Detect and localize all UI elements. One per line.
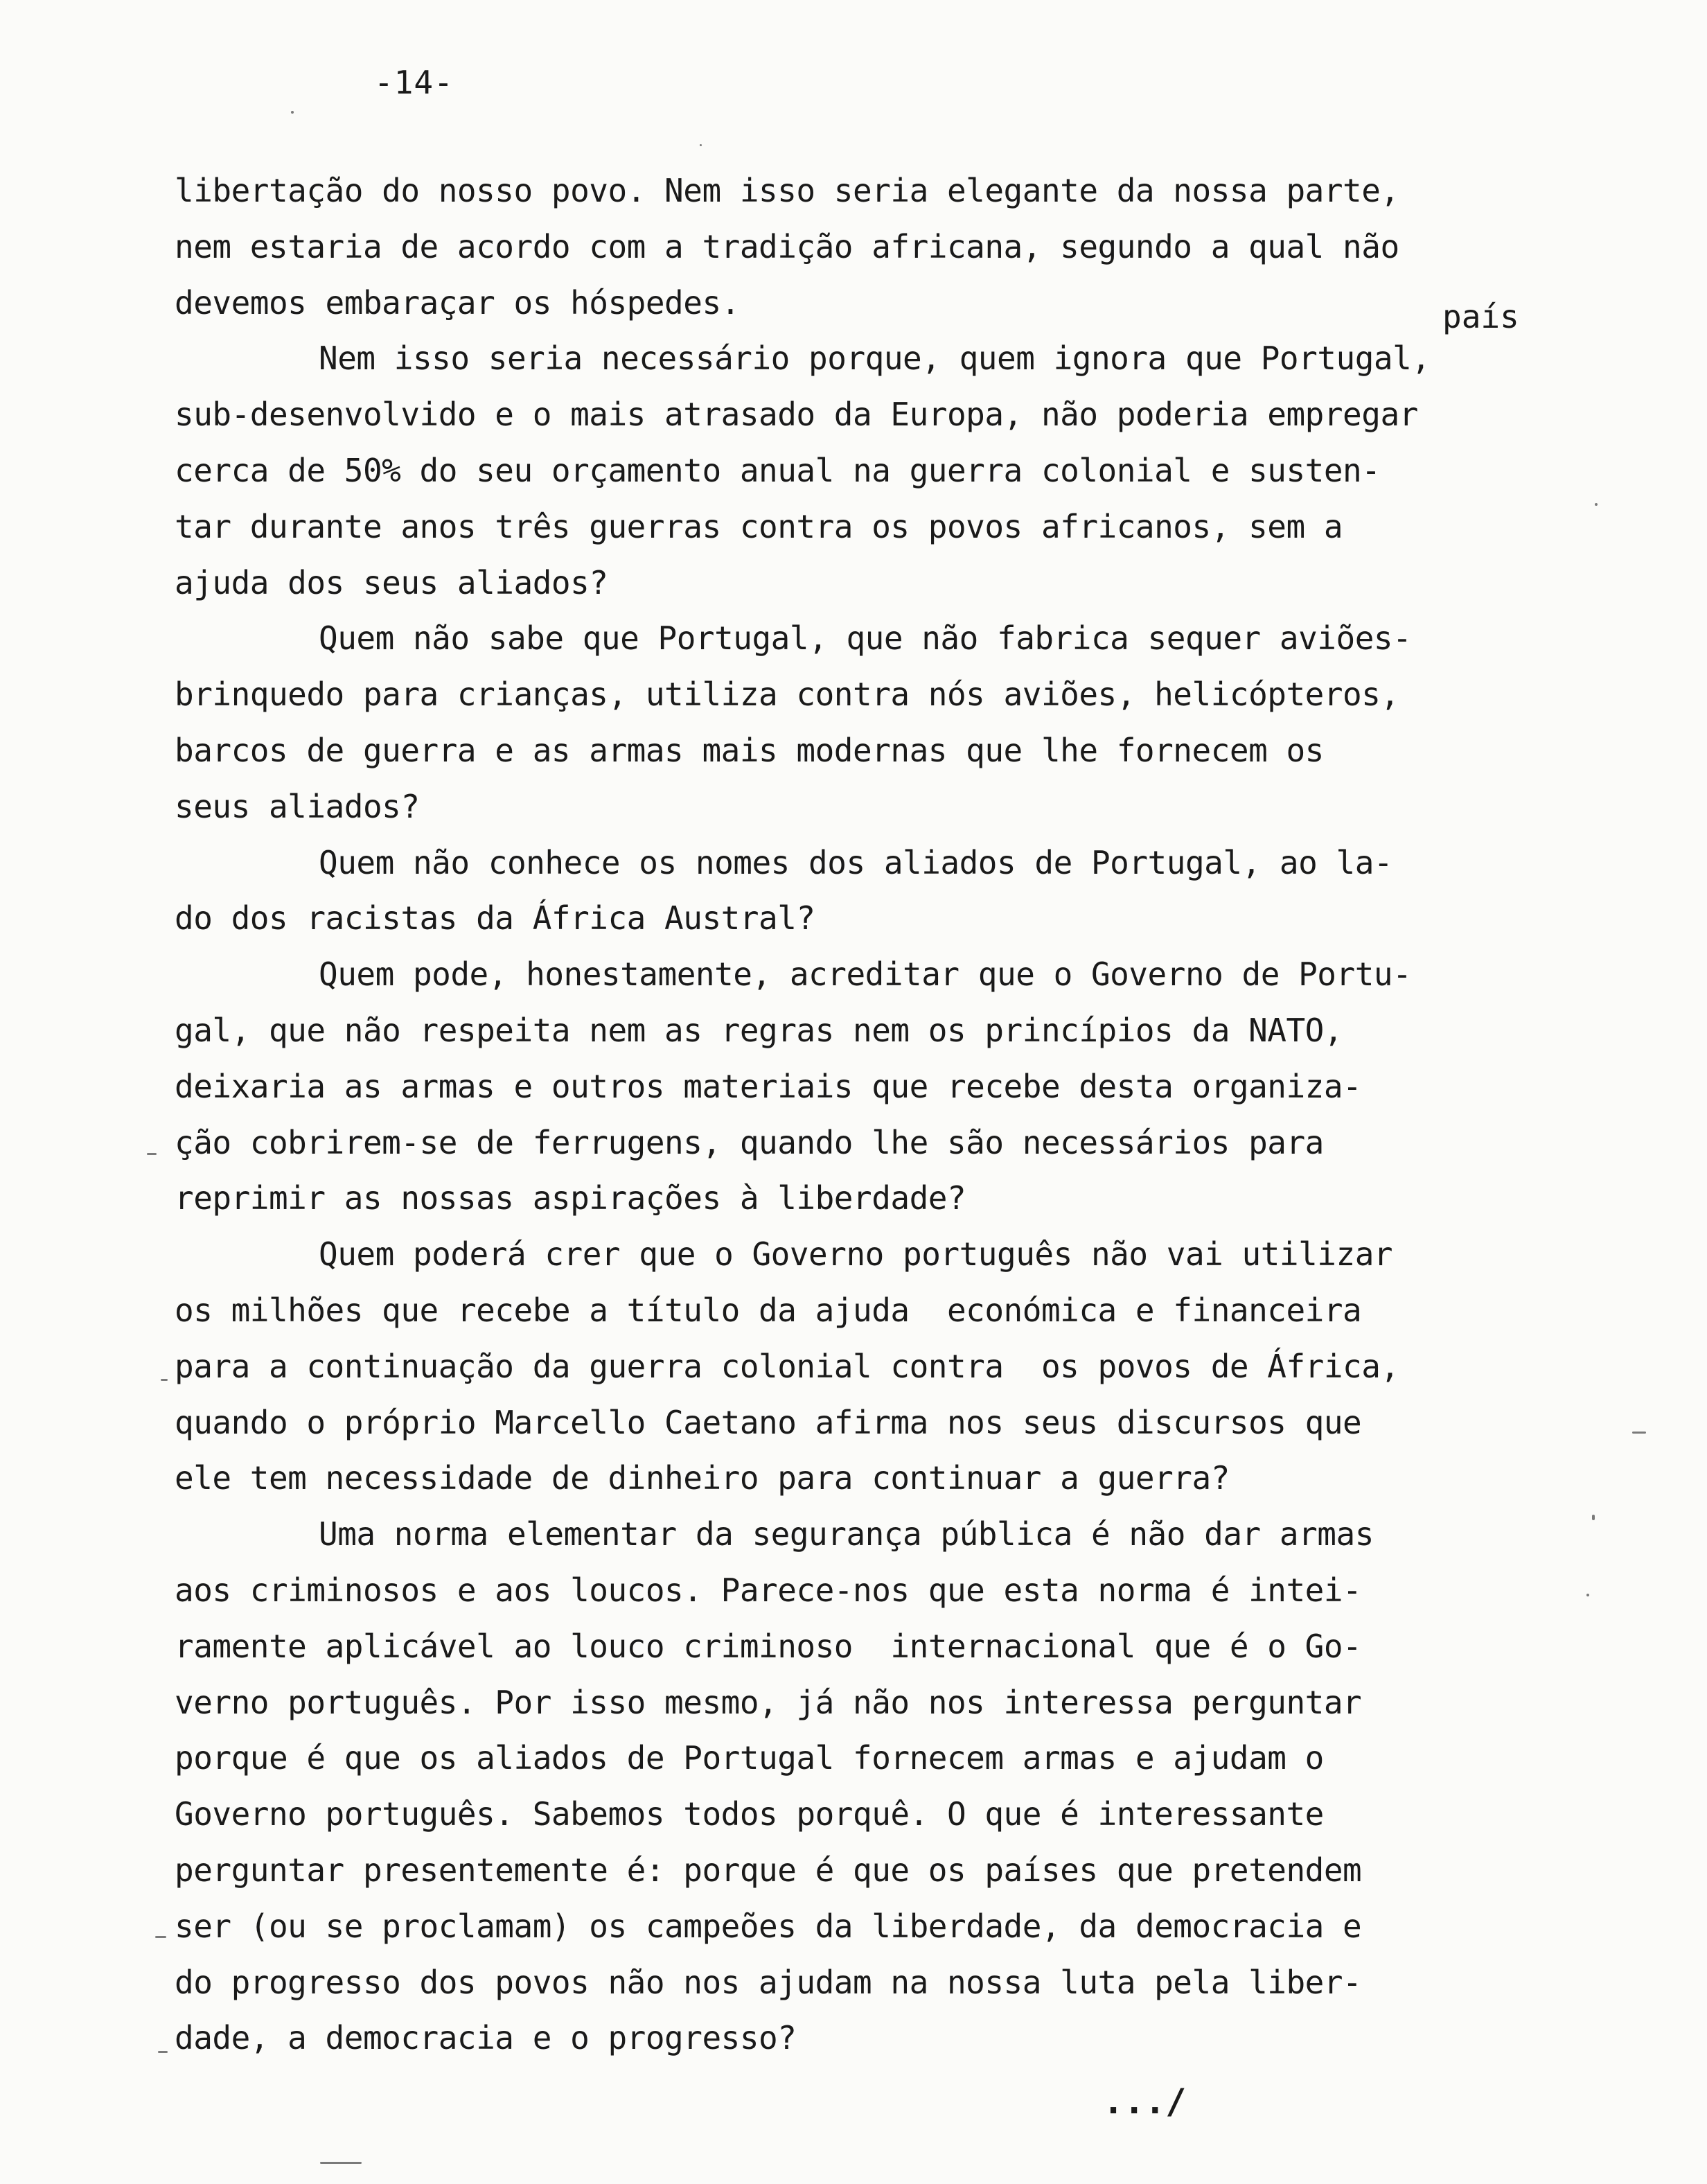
text-line: sub-desenvolvido e o mais atrasado da Europa, não poderia empregar: [175, 396, 1418, 433]
text-line: Quem poderá crer que o Governo português não vai utilizar: [319, 1235, 1393, 1273]
scan-speck: [147, 1153, 157, 1155]
scan-speck: [1632, 1432, 1646, 1434]
text-line: devemos embaraçar os hóspedes.: [175, 284, 740, 322]
text-line: do progresso dos povos não nos ajudam na nossa luta pela liber-: [175, 1964, 1362, 2001]
text-line: gal, que não respeita nem as regras nem os princípios da NATO,: [175, 1012, 1343, 1049]
text-line: perguntar presentemente é: porque é que os países que pretendem: [175, 1851, 1362, 1889]
scan-speck: [291, 111, 294, 114]
scan-speck: [155, 1936, 166, 1938]
continuation-mark: .../: [1103, 2081, 1187, 2122]
text-line: libertação do nosso povo. Nem isso seria elegante da nossa parte,: [175, 172, 1399, 209]
text-line: ção cobrirem-se de ferrugens, quando lhe são necessários para: [175, 1124, 1324, 1161]
scan-speck: [1592, 1515, 1595, 1520]
text-line: porque é que os aliados de Portugal fornecem armas e ajudam o: [175, 1739, 1324, 1777]
text-line: ele tem necessidade de dinheiro para continuar a guerra?: [175, 1459, 1230, 1497]
scan-speck: [1586, 1594, 1589, 1596]
text-line: Quem não conhece os nomes dos aliados de Portugal, ao la-: [319, 844, 1393, 881]
text-line: do dos racistas da África Austral?: [175, 899, 815, 937]
scan-speck: [158, 2051, 168, 2053]
text-line: quando o próprio Marcello Caetano afirma nos seus discursos que: [175, 1404, 1362, 1441]
text-line: verno português. Por isso mesmo, já não nos interessa perguntar: [175, 1684, 1362, 1721]
text-line: aos criminosos e aos loucos. Parece-nos que esta norma é intei-: [175, 1571, 1362, 1609]
text-line: nem estaria de acordo com a tradição africana, segundo a qual não: [175, 228, 1399, 265]
scan-speck: [161, 1379, 168, 1381]
text-line: reprimir as nossas aspirações à liberdade?: [175, 1179, 966, 1217]
text-line: barcos de guerra e as armas mais modernas que lhe fornecem os: [175, 732, 1324, 769]
page-number: -14-: [374, 64, 454, 101]
text-line: os milhões que recebe a título da ajuda económica e financeira: [175, 1292, 1362, 1329]
margin-note: país: [1442, 298, 1519, 335]
text-line: seus aliados?: [175, 788, 420, 825]
text-line: para a continuação da guerra colonial contra os povos de África,: [175, 1348, 1399, 1385]
text-line: Uma norma elementar da segurança pública é não dar armas: [319, 1515, 1374, 1553]
text-line: tar durante anos três guerras contra os povos africanos, sem a: [175, 508, 1343, 545]
text-line: dade, a democracia e o progresso?: [175, 2019, 797, 2057]
text-line: Governo português. Sabemos todos porquê. O que é interessante: [175, 1795, 1324, 1833]
text-line: Quem pode, honestamente, acreditar que o Governo de Portu-: [319, 956, 1412, 993]
text-line: ramente aplicável ao louco criminoso internacional que é o Go-: [175, 1628, 1362, 1665]
text-line: ser (ou se proclamam) os campeões da liberdade, da democracia e: [175, 1908, 1362, 1945]
scan-speck: [1595, 503, 1598, 506]
text-line: ajuda dos seus aliados?: [175, 564, 608, 601]
scan-speck: [320, 2162, 362, 2164]
text-line: Quem não sabe que Portugal, que não fabrica sequer aviões-: [319, 619, 1412, 657]
text-line: brinquedo para crianças, utiliza contra nós aviões, helicópteros,: [175, 676, 1399, 713]
text-line: deixaria as armas e outros materiais que recebe desta organiza-: [175, 1068, 1362, 1105]
text-line: Nem isso seria necessário porque, quem ignora que Portugal,: [319, 340, 1431, 377]
text-line: cerca de 50% do seu orçamento anual na guerra colonial e susten-: [175, 452, 1381, 489]
scan-speck: [700, 144, 702, 146]
